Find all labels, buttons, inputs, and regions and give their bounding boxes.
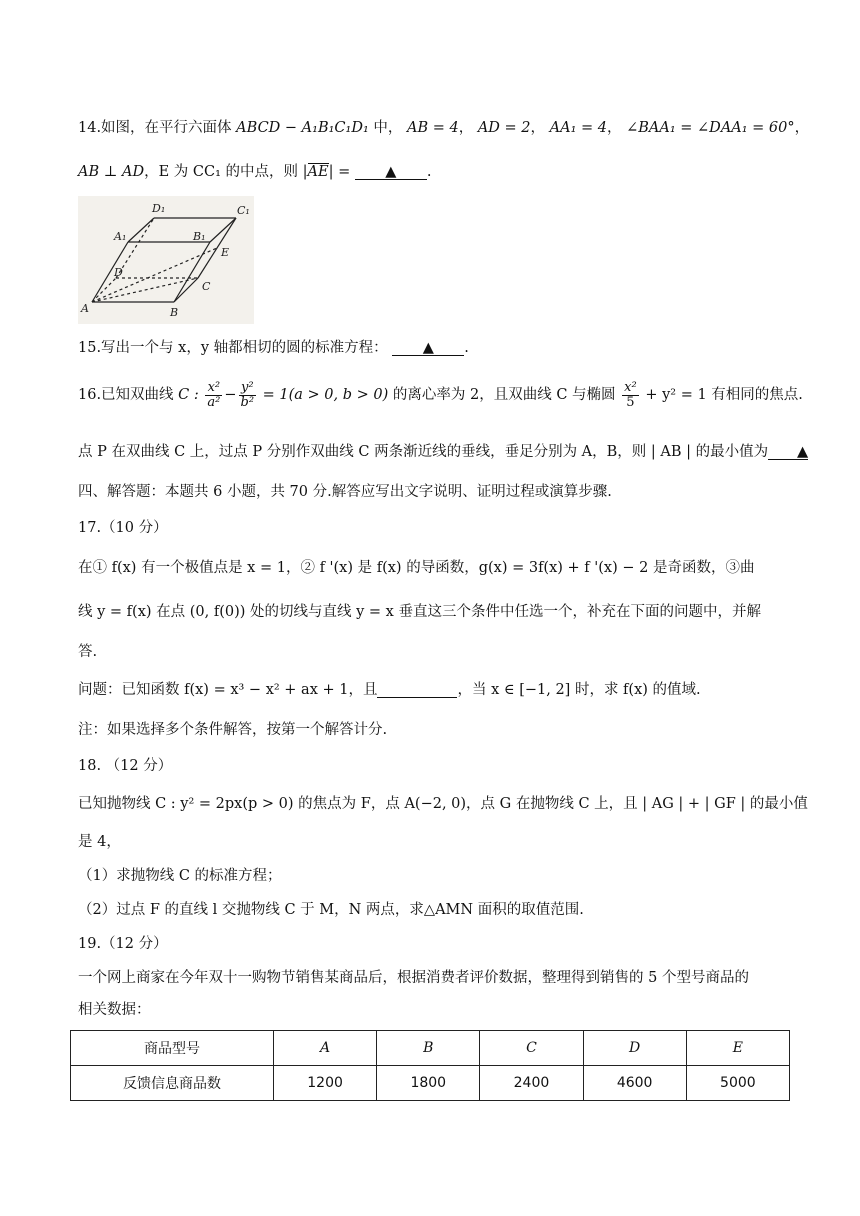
- label-a1: A₁: [114, 230, 127, 243]
- q18-part1: （1）求抛物线 C 的标准方程；: [78, 868, 282, 884]
- q16-c-label: C :: [178, 387, 199, 403]
- q16-line1: 16.已知双曲线 C : $\frac{\text{x²}}{\text{a²}}$ − $\frac{\text{y²}}{\text{b²}}$ = 1(a > 0, b > 0) 的离心率为 2，且双曲线 C 与椭圆 $\frac{\text{x²}}{5}$ + y² = 1 有相同的焦点.: [78, 379, 803, 410]
- q18-line2: 是 4，: [78, 834, 121, 850]
- table-header-cell: 反馈信息商品数: [71, 1066, 274, 1101]
- q16-frac-x2-5: [622, 381, 639, 410]
- q17-header: 17.（10 分）: [78, 520, 168, 536]
- label-c: C: [202, 280, 211, 293]
- q14-vector-ae: AE: [307, 164, 329, 180]
- edge-cc1: [198, 218, 236, 278]
- q15-text: 15.写出一个与 x，y 轴都相切的圆的标准方程：: [78, 340, 388, 356]
- q18-line1: 已知抛物线 C : y² = 2px(p > 0) 的焦点为 F，点 A(−2, 0)，点 G 在抛物线 C 上，且 | AG | + | GF | 的最小值: [78, 796, 808, 812]
- q14-abs-end: | =: [328, 164, 351, 180]
- q14-cond-ad: AD = 2: [477, 120, 531, 136]
- label-a: A: [81, 302, 89, 315]
- q14-perp-cond: AB ⊥ AD: [78, 164, 145, 180]
- q14-cond-angle: ∠BAA₁ = ∠DAA₁ = 60°: [626, 120, 795, 136]
- parallelepiped-diagram: [78, 196, 254, 324]
- model-cell: D: [583, 1031, 686, 1066]
- frac-num: x²: [624, 379, 637, 395]
- frac-den: b²: [240, 394, 255, 410]
- q14-period: .: [426, 164, 432, 180]
- edge-bb1: [174, 242, 210, 302]
- label-e: E: [221, 246, 230, 259]
- q17-line2: 线 y = f(x) 在点 (0, f(0)) 处的切线与直线 y = x 垂直这三个条件中任选一个，补充在下面的问题中，并解: [78, 604, 761, 620]
- q17-problem: [78, 680, 800, 700]
- q16-prefix: 16.已知双曲线: [78, 387, 174, 403]
- q17-line1: 在① f(x) 有一个极值点是 x = 1，② f '(x) 是 f(x) 的导函数，g(x) = 3f(x) + f '(x) − 2 是奇函数，③曲: [78, 560, 755, 576]
- q16-hyperbola-rest: = 1(a > 0, b > 0): [262, 387, 389, 403]
- q15-period: .: [464, 340, 469, 356]
- q16-frac-y2-b2: [239, 381, 257, 410]
- segment-ae: [92, 248, 217, 302]
- table-row: [71, 1066, 790, 1101]
- q15-answer-blank: [392, 341, 464, 356]
- count-cell: 2400: [480, 1066, 583, 1101]
- answer-mark-icon: ▲: [797, 444, 809, 460]
- q14-mid: 中，: [373, 120, 403, 136]
- parallelepiped-figure: [78, 196, 254, 324]
- count-cell: 1800: [377, 1066, 480, 1101]
- q16-ellipse-rest: + y² = 1 有相同的焦点.: [645, 387, 803, 403]
- q14-cond-aa1: AA₁ = 4: [549, 120, 607, 136]
- q14-cond-ab: AB = 4: [406, 120, 459, 136]
- q17-problem-suffix: ，当 x ∈ [−1, 2] 时，求 f(x) 的值域.: [457, 682, 701, 698]
- model-cell: B: [377, 1031, 480, 1066]
- model-cell: E: [686, 1031, 789, 1066]
- q19-line2: 相关数据：: [78, 1002, 151, 1018]
- model-cell: A: [274, 1031, 377, 1066]
- q14-e-desc: ，E 为 CC₁ 的中点，则 |: [144, 164, 308, 180]
- label-d1: D₁: [152, 202, 166, 215]
- q18-part2: （2）过点 F 的直线 l 交抛物线 C 于 M，N 两点，求△AMN 面积的取值范围.: [78, 902, 584, 918]
- q14-answer-blank: [355, 165, 427, 180]
- frac-num: x²: [205, 381, 222, 396]
- q17-note: 注：如果选择多个条件解答，按第一个解答计分.: [78, 722, 388, 738]
- frac-num: y²: [239, 381, 257, 396]
- frac-den: a²: [207, 394, 221, 410]
- table-row: [71, 1031, 790, 1066]
- label-c1: C₁: [237, 204, 250, 217]
- q18-header: 18. （12 分）: [78, 758, 173, 774]
- edge-a1d1: [128, 218, 154, 242]
- label-b: B: [170, 306, 179, 319]
- count-cell: 4600: [583, 1066, 686, 1101]
- frac-den: 5: [626, 394, 635, 410]
- product-table: [70, 1030, 790, 1101]
- q16-frac-x2-a2: [205, 381, 222, 410]
- model-cell: C: [480, 1031, 583, 1066]
- q17-condition-blank: [377, 683, 457, 698]
- q14-line1: 14.如图，在平行六面体 ABCD − A₁B₁C₁D₁ 中， AB = 4， AD = 2， AA₁ = 4， ∠BAA₁ = ∠DAA₁ = 60°，: [78, 120, 810, 136]
- q14-solid-name: ABCD − A₁B₁C₁D₁: [236, 120, 369, 136]
- table-header-cell: 商品型号: [71, 1031, 274, 1066]
- q15-line: [78, 338, 800, 358]
- label-b1: B₁: [193, 230, 206, 243]
- q17-line3: 答.: [78, 644, 98, 660]
- section-heading: 四、解答题：本题共 6 小题，共 70 分.解答应写出文字说明、证明过程或演算步骤.: [78, 484, 612, 500]
- q19-header: 19.（12 分）: [78, 936, 168, 952]
- diagonal-ac: [92, 278, 198, 302]
- q17-problem-prefix: 问题：已知函数 f(x) = x³ − x² + ax + 1，且: [78, 682, 378, 698]
- label-d: D: [114, 266, 123, 279]
- count-cell: 5000: [686, 1066, 789, 1101]
- q16-line2: [78, 442, 809, 462]
- count-cell: 1200: [274, 1066, 377, 1101]
- q19-line1: 一个网上商家在今年双十一购物节销售某商品后，根据消费者评价数据，整理得到销售的 5 个型号商品的: [78, 970, 749, 986]
- q14-prefix: 14.如图，在平行六面体: [78, 120, 232, 136]
- q16-mid: 的离心率为 2，且双曲线 C 与椭圆: [392, 387, 616, 403]
- q16-answer-blank: [768, 445, 808, 460]
- answer-mark-icon: ▲: [385, 164, 397, 180]
- q14-line2: [78, 162, 800, 182]
- answer-mark-icon: ▲: [422, 340, 434, 356]
- q16-line2-text: 点 P 在双曲线 C 上，过点 P 分别作双曲线 C 两条渐近线的垂线，垂足分别为 A，B，则 | AB | 的最小值为: [78, 444, 769, 460]
